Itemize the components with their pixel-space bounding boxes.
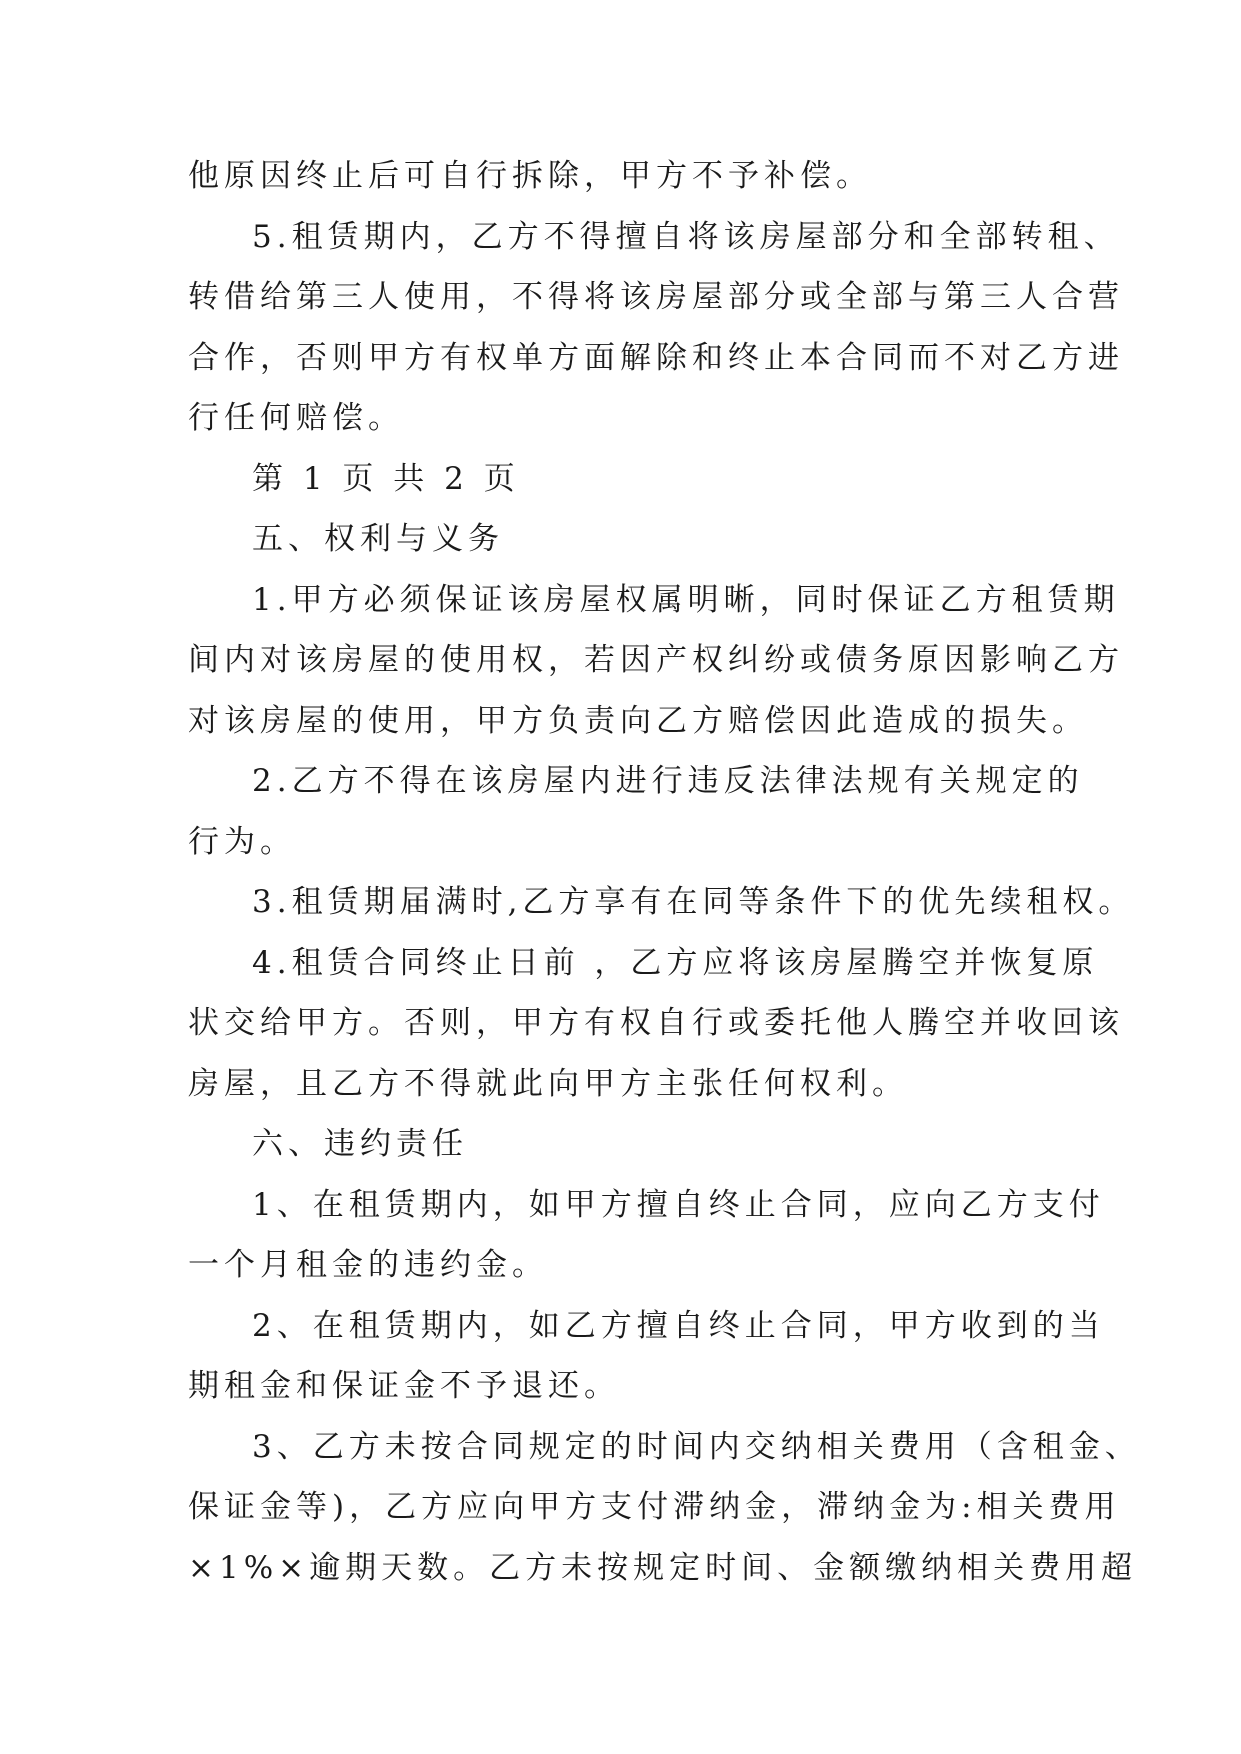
text-line: 2、在租赁期内，如乙方擅自终止合同，甲方收到的当 bbox=[252, 1307, 1105, 1344]
text-line: 他原因终止后可自行拆除，甲方不予补偿。 bbox=[188, 158, 872, 194]
text-line: 状交给甲方。否则，甲方有权自行或委托他人腾空并收回该 bbox=[188, 1005, 1124, 1041]
text-line: 3、乙方未按合同规定的时间内交纳相关费用（含租金、 bbox=[252, 1428, 1141, 1465]
page-number-marker: 第 1 页 共 2 页 bbox=[252, 460, 520, 497]
text-line: 房屋，且乙方不得就此向甲方主张任何权利。 bbox=[188, 1065, 908, 1102]
text-line: 行为。 bbox=[188, 823, 296, 860]
text-line: 对该房屋的使用，甲方负责向乙方赔偿因此造成的损失。 bbox=[188, 702, 1088, 739]
section-heading: 五、权利与义务 bbox=[252, 521, 504, 557]
text-line: 4.租赁合同终止日前 ，乙方应将该房屋腾空并恢复原 bbox=[252, 944, 1099, 981]
text-line: 2.乙方不得在该房屋内进行违反法律法规有关规定的 bbox=[252, 763, 1084, 799]
text-line: 行任何赔偿。 bbox=[188, 400, 404, 436]
text-line: 3.租赁期届满时,乙方享有在同等条件下的优先续租权。 bbox=[252, 884, 1135, 920]
text-line: ×1%×逾期天数。乙方未按规定时间、金额缴纳相关费用超 bbox=[188, 1549, 1138, 1586]
text-line: 转借给第三人使用，不得将该房屋部分或全部与第三人合营 bbox=[188, 279, 1124, 315]
text-line: 合作，否则甲方有权单方面解除和终止本合同而不对乙方进 bbox=[188, 339, 1124, 376]
text-line: 5.租赁期内，乙方不得擅自将该房屋部分和全部转租、 bbox=[252, 218, 1120, 255]
text-line: 1、在租赁期内，如甲方擅自终止合同，应向乙方支付 bbox=[252, 1186, 1105, 1223]
text-line: 间内对该房屋的使用权，若因产权纠纷或债务原因影响乙方 bbox=[188, 642, 1124, 678]
text-line: 期租金和保证金不予退还。 bbox=[188, 1368, 620, 1404]
text-line: 保证金等)，乙方应向甲方支付滞纳金，滞纳金为:相关费用 bbox=[188, 1489, 1121, 1525]
text-line: 1.甲方必须保证该房屋权属明晰，同时保证乙方租赁期 bbox=[252, 581, 1120, 618]
document-body bbox=[188, 146, 1141, 1598]
text-line: 一个月租金的违约金。 bbox=[188, 1247, 548, 1283]
section-heading: 六、违约责任 bbox=[252, 1126, 468, 1162]
